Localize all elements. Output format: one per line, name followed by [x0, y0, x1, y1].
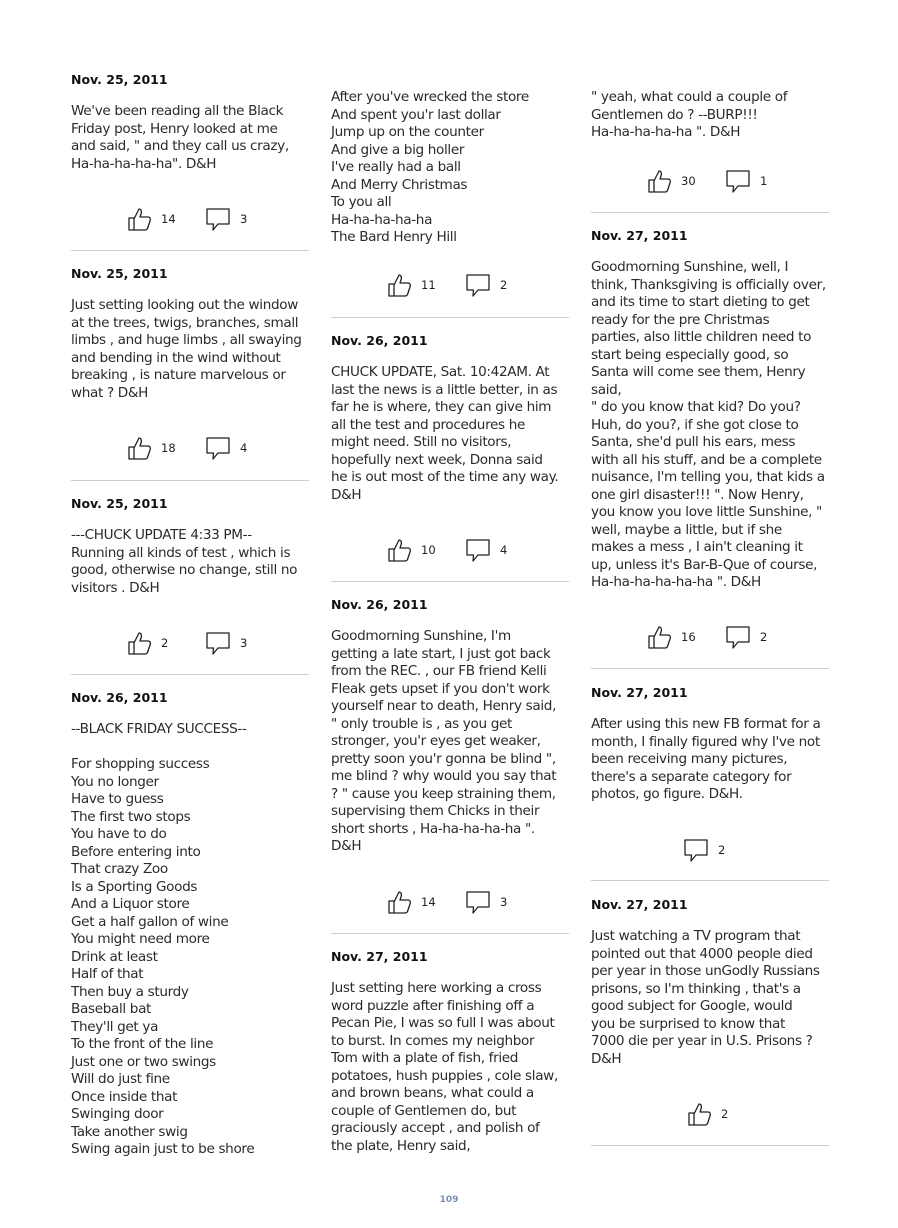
speech-bubble-icon: [465, 272, 491, 298]
post: [331, 333, 569, 504]
comment-button[interactable]: [205, 206, 247, 232]
like-count: 2: [161, 636, 169, 650]
post-text: --BLACK FRIDAY SUCCESS-- For shopping success You no longer Have to guess The first two stops You have to do Before entering into That crazy Zoo Is a Sporting Goods And a Liquor store Get a half gallon of wine You might need more Drink at least Half of that Then buy a sturdy Baseball bat They'll get ya To the front of the line Just one or two swings Will do just fine Once inside that Swinging door Take another swig Swing again just to be shore: [71, 721, 255, 1157]
speech-bubble-icon: [205, 630, 231, 656]
post: [331, 597, 569, 856]
comment-button[interactable]: [725, 168, 767, 194]
comment-count: 2: [500, 278, 508, 292]
comment-count: 2: [760, 630, 768, 644]
post-text: Just setting here working a cross word puzzle after finishing off a Pecan Pie, I was so full I was about to burst. In comes my neighbor Tom with a plate of fish, fried potatoes, hush puppies , cole slaw, and brown beans, what could a couple of Gentlemen do, but graciously accept , and polish of the plate, Henry said,: [331, 980, 558, 1154]
speech-bubble-icon: [725, 168, 751, 194]
post-date: Nov. 26, 2011: [331, 333, 428, 348]
like-button[interactable]: [386, 537, 436, 563]
page-number: 109: [439, 1195, 459, 1205]
post-stats: [591, 1101, 829, 1127]
post-stats: [71, 630, 309, 656]
post-date: Nov. 27, 2011: [591, 228, 688, 243]
post-text: Just watching a TV program that pointed out that 4000 people died per year in those unGodly Russians prisons, so I'm thinking , that's a good subject for Google, would you be surprised to know that 7000 die per year in U.S. Prisons ? D&H: [591, 928, 820, 1067]
like-count: 10: [421, 543, 436, 557]
thumbs-up-icon: [386, 537, 412, 563]
post-divider: [331, 933, 569, 934]
speech-bubble-icon: [725, 624, 751, 650]
post: [71, 266, 309, 402]
post-stats: [71, 435, 309, 461]
comment-button[interactable]: [465, 537, 507, 563]
post-date: Nov. 25, 2011: [71, 496, 168, 511]
post-text: After using this new FB format for a month, I finally figured why I've not been receiving many pictures, there's a separate category for photos, go figure. D&H.: [591, 716, 821, 802]
post-divider: [71, 674, 309, 675]
like-count: 2: [721, 1107, 729, 1121]
post-stats: [331, 272, 569, 298]
post-divider: [591, 212, 829, 213]
comment-button[interactable]: [465, 272, 507, 298]
like-count: 18: [161, 441, 176, 455]
post: [331, 89, 569, 247]
post-divider: [71, 250, 309, 251]
like-count: 14: [421, 895, 436, 909]
comment-count: 3: [240, 212, 248, 226]
post: [591, 228, 829, 592]
post-date: Nov. 25, 2011: [71, 266, 168, 281]
post: [591, 685, 829, 804]
like-count: 16: [681, 630, 696, 644]
like-count: 11: [421, 278, 436, 292]
like-button[interactable]: [386, 889, 436, 915]
post: [591, 89, 829, 142]
post-divider: [331, 317, 569, 318]
post-date: Nov. 25, 2011: [71, 72, 168, 87]
post-divider: [71, 480, 309, 481]
post: [71, 496, 309, 597]
thumbs-up-icon: [646, 624, 672, 650]
like-count: 30: [681, 174, 696, 188]
post-text: Goodmorning Sunshine, I'm getting a late start, I just got back from the REC. , our FB friend Kelli Fleak gets upset if you don't work yourself near to death, Henry said, " only trouble is , as you get stronger, you'r eyes get weaker, pretty soon you'r gonna be blind ", me blind ? why would you say that ? " cause you keep straining them, supervising them Chicks in their short shorts , Ha-ha-ha-ha-ha ". D&H: [331, 628, 557, 854]
post-stats: [591, 168, 829, 194]
post: [591, 897, 829, 1068]
like-button[interactable]: [686, 1101, 728, 1127]
post-stats: [591, 624, 829, 650]
like-button[interactable]: [126, 435, 176, 461]
post-date: Nov. 27, 2011: [331, 949, 428, 964]
comment-count: 3: [500, 895, 508, 909]
post-text: We've been reading all the Black Friday post, Henry looked at me and said, " and they call us crazy, Ha-ha-ha-ha-ha". D&H: [71, 103, 289, 172]
post-text: Goodmorning Sunshine, well, I think, Thanksgiving is officially over, and its time to start dieting to get ready for the pre Christmas parties, also little children need to start being especially good, so Santa will come see them, Henry said, " do you know that kid? Do you? Huh, do you?, if she got close to Santa, she'd pull his ears, mess with all his stuff, and be a complete nuisance, I'm telling you, that kids a one girl disaster!!! ". Now Henry, you know you love little Sunshine, " well, maybe a little, but if she makes a mess , I ain't cleaning it up, unless it's Bar-B-Que of course, Ha-ha-ha-ha-ha-ha ". D&H: [591, 259, 826, 590]
comment-button[interactable]: [465, 889, 507, 915]
post-stats: [331, 537, 569, 563]
comment-count: 4: [240, 441, 248, 455]
post-text: After you've wrecked the store And spent you'r last dollar Jump up on the counter And give a big holler I've really had a ball And Merry Christmas To you all Ha-ha-ha-ha-ha The Bard Henry Hill: [331, 89, 529, 245]
comment-button[interactable]: [205, 630, 247, 656]
thumbs-up-icon: [386, 272, 412, 298]
post-divider: [331, 581, 569, 582]
post-text: ---CHUCK UPDATE 4:33 PM-- Running all kinds of test , which is good, otherwise no change, still no visitors . D&H: [71, 527, 298, 596]
thumbs-up-icon: [126, 630, 152, 656]
post-stats: [591, 837, 829, 863]
speech-bubble-icon: [205, 435, 231, 461]
thumbs-up-icon: [126, 206, 152, 232]
comment-count: 3: [240, 636, 248, 650]
post-date: Nov. 26, 2011: [71, 690, 168, 705]
speech-bubble-icon: [465, 889, 491, 915]
speech-bubble-icon: [683, 837, 709, 863]
comment-button[interactable]: [725, 624, 767, 650]
thumbs-up-icon: [386, 889, 412, 915]
like-button[interactable]: [386, 272, 436, 298]
comment-button[interactable]: [205, 435, 247, 461]
speech-bubble-icon: [205, 206, 231, 232]
like-button[interactable]: [126, 206, 176, 232]
comment-count: 2: [718, 843, 726, 857]
post: [71, 690, 309, 1159]
comment-count: 4: [500, 543, 508, 557]
post-text: " yeah, what could a couple of Gentlemen do ? --BURP!!! Ha-ha-ha-ha-ha ". D&H: [591, 89, 788, 140]
post: [331, 949, 569, 1155]
like-button[interactable]: [646, 168, 696, 194]
comment-count: 1: [760, 174, 768, 188]
post-text: CHUCK UPDATE, Sat. 10:42AM. At last the news is a little better, in as far he is where, they can give him all the test and procedures he might need. Still no visitors, hopefully next week, Donna said he is out most of the time any way. D&H: [331, 364, 559, 503]
post-divider: [591, 1145, 829, 1146]
post-stats: [331, 889, 569, 915]
like-button[interactable]: [126, 630, 168, 656]
like-count: 14: [161, 212, 176, 226]
post-stats: [71, 206, 309, 232]
like-button[interactable]: [646, 624, 696, 650]
post-date: Nov. 27, 2011: [591, 685, 688, 700]
post-date: Nov. 27, 2011: [591, 897, 688, 912]
thumbs-up-icon: [126, 435, 152, 461]
post-date: Nov. 26, 2011: [331, 597, 428, 612]
comment-button[interactable]: [683, 837, 725, 863]
post-text: Just setting looking out the window at the trees, twigs, branches, small limbs , and huge limbs , all swaying and bending in the wind without breaking , is nature marvelous or what ? D&H: [71, 297, 302, 401]
post: [71, 72, 309, 173]
thumbs-up-icon: [686, 1101, 712, 1127]
post-divider: [591, 668, 829, 669]
thumbs-up-icon: [646, 168, 672, 194]
speech-bubble-icon: [465, 537, 491, 563]
post-divider: [591, 880, 829, 881]
